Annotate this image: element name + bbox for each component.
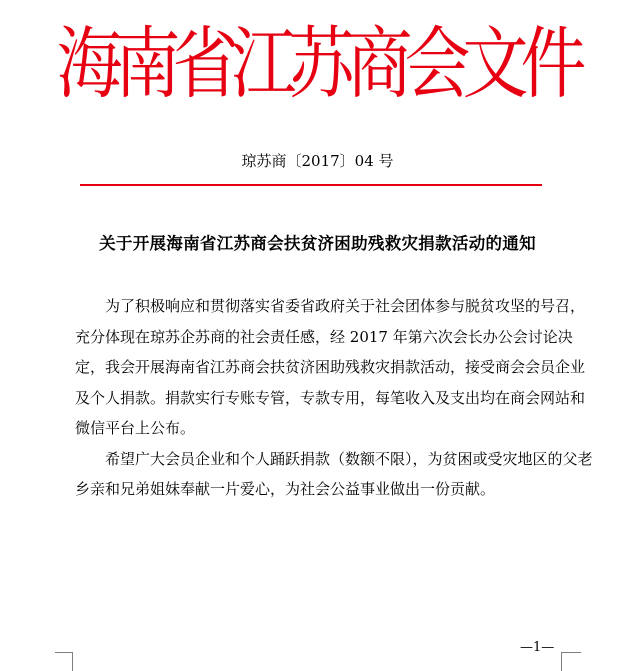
document-header-title: 海南省江苏商会文件: [56, 18, 579, 110]
notice-title: 关于开展海南省江苏商会扶贫济困助残救灾捐款活动的通知: [99, 234, 536, 253]
crop-mark-right-vertical: [561, 652, 562, 671]
notice-body: [75, 291, 595, 505]
crop-mark-right-horizontal: [561, 652, 581, 653]
crop-mark-left-horizontal: [55, 652, 73, 653]
red-separator-line: [80, 184, 542, 186]
document-number: 琼苏商〔2017〕04 号: [241, 152, 394, 170]
page-number: —1—: [520, 640, 555, 655]
body-paragraph-1: 为了积极响应和贯彻落实省委省政府关于社会团体参与脱贫攻坚的号召，充分体现在琼苏企苏商的社会责任感，经 2017 年第六次会长办公会讨论决定，我会开展海南省江苏商会扶贫济困助残救灾捐款活动，接受商会会员企业及个人捐款。捐款实行专账专管，专款专用，每笔收入及支出均在商会网站和微信平台上公布。: [75, 297, 586, 437]
crop-mark-left-vertical: [72, 652, 73, 671]
body-paragraph-2: 希望广大会员企业和个人踊跃捐款（数额不限），为贫困或受灾地区的父老乡亲和兄弟姐妹奉献一片爱心，为社会公益事业做出一份贡献。: [75, 449, 593, 498]
